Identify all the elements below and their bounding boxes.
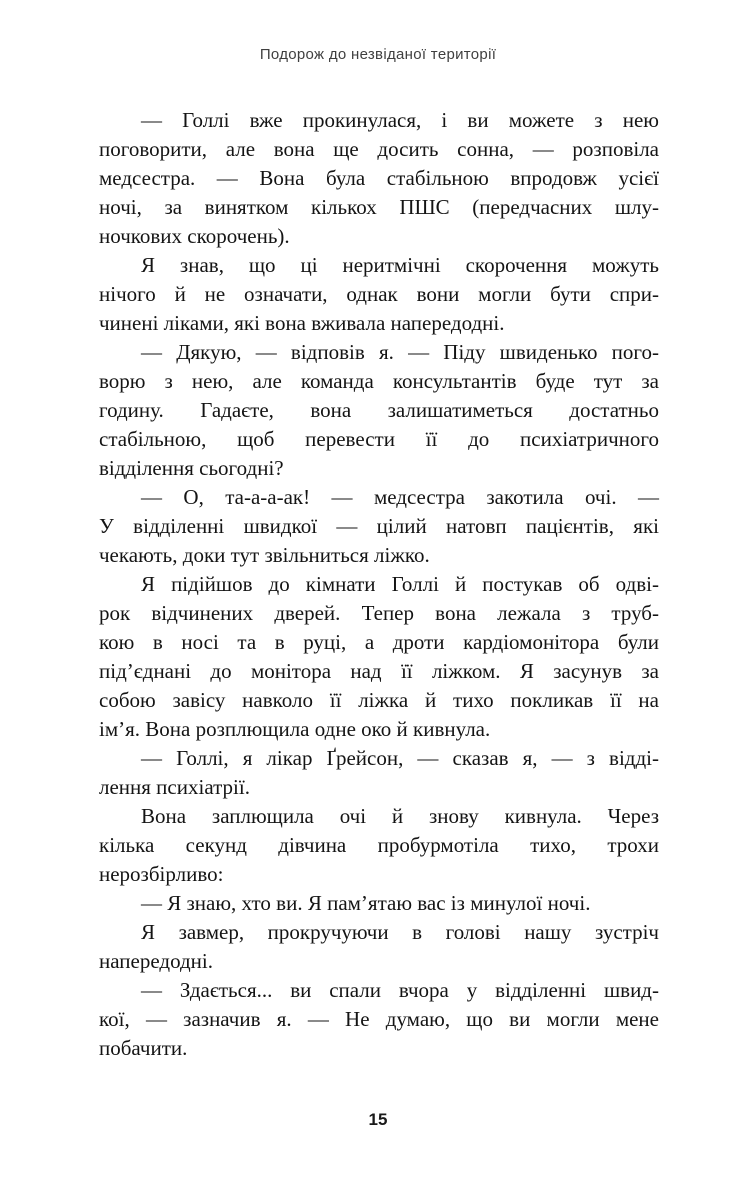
text-line: кілька секунд дівчина пробурмотіла тихо, трохи [99,833,659,857]
text-line: Я завмер, прокручуючи в голові нашу зустріч [141,920,659,944]
text-line: поговорити, але вона ще досить сонна, — розповіла [99,137,659,161]
paragraph [99,976,659,1063]
paragraph [99,338,659,483]
paragraph [99,251,659,338]
text-line: собою завісу навколо її ліжка й тихо покликав її на [99,688,659,712]
text-line: — О, та-а-а-ак! — медсестра закотила очі. — [141,485,659,509]
text-line: рок відчинених дверей. Тепер вона лежала з труб- [99,601,659,625]
text-line: нерозбірливо: [99,862,224,886]
text-line: ворю з нею, але команда консультантів буде тут за [99,369,659,393]
page-number: 15 [368,1110,388,1129]
text-line: медсестра. — Вона була стабільною впродовж усієї [99,166,659,190]
running-header: Подорож до незвіданої території [259,46,497,63]
text-line: чинені ліками, які вона вживала напередодні. [99,311,505,335]
text-line: — Я знаю, хто ви. Я пам’ятаю вас із минулої ночі. [141,891,591,915]
paragraph [99,570,659,744]
text-line: годину. Гадаєте, вона залишатиметься достатньо [99,398,659,422]
text-line: ім’я. Вона розплющила одне око й кивнула. [99,717,491,741]
paragraph [99,918,659,976]
text-line: під’єднані до монітора над її ліжком. Я засунув за [99,659,659,683]
text-line: побачити. [99,1036,188,1060]
paragraph [99,889,659,918]
text-line: Вона заплющила очі й знову кивнула. Через [141,804,659,828]
text-line: напередодні. [99,949,213,973]
text-line: У відділенні швидкої — цілий натовп пацієнтів, які [99,514,659,538]
text-line: — Голлі, я лікар Ґрейсон, — сказав я, — з відді- [141,746,659,770]
text-line: Я підійшов до кімнати Голлі й постукав об одві- [141,572,659,596]
text-line: кою в носі та в руці, а дроти кардіомонітора були [99,630,659,654]
text-line: нічого й не означати, однак вони могли бути спри- [99,282,659,306]
paragraph [99,483,659,570]
text-line: лення психіатрії. [99,775,250,799]
text-line: відділення сьогодні? [99,456,284,480]
text-line: Я знав, що ці неритмічні скорочення можуть [141,253,659,277]
text-line: кої, — зазначив я. — Не думаю, що ви могли мене [99,1007,659,1031]
text-block [99,106,659,1063]
text-line: ночкових скорочень). [99,224,290,248]
text-line: — Дякую, — відповів я. — Піду швиденько пого- [141,340,659,364]
paragraph [99,802,659,889]
text-line: ночі, за винятком кількох ПШС (передчасних шлу- [99,195,659,219]
text-line: чекають, доки тут звільниться ліжко. [99,543,430,567]
text-line: — Голлі вже прокинулася, і ви можете з нею [141,108,659,132]
text-line: — Здається... ви спали вчора у відділенні швид- [141,978,659,1002]
paragraph [99,106,659,251]
text-line: стабільною, щоб перевести її до психіатричного [99,427,659,451]
paragraph [99,744,659,802]
